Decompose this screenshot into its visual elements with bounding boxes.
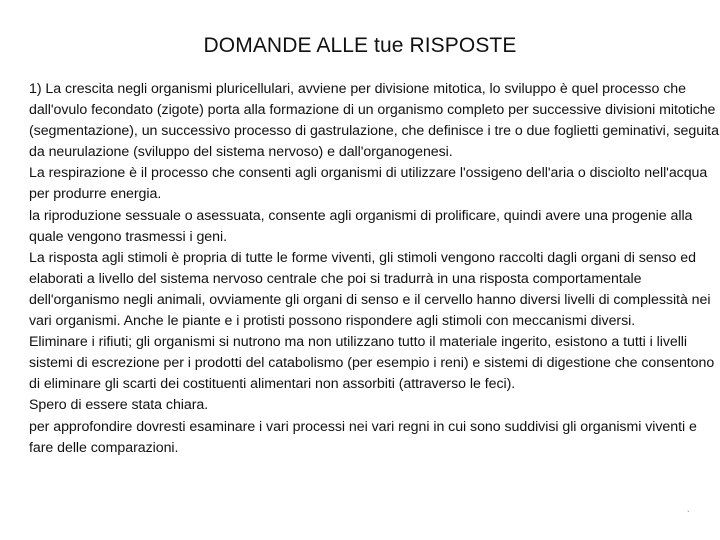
slide-body [29, 79, 719, 459]
paragraph-further-study: per approfondire dovresti esaminare i vari processi nei vari regni in cui sono suddivisi gli organismi viventi e fare delle comparazioni. [29, 418, 697, 456]
paragraph-reproduction: la riproduzione sessuale o asessuata, consente agli organismi di prolificare, quindi avere una progenie alla quale vengono trasmessi i geni. [29, 207, 693, 245]
paragraph-closing: Spero di essere stata chiara. [29, 397, 209, 414]
paragraph-stimuli: La risposta agli stimoli è propria di tutte le forme viventi, gli stimoli vengono raccolti dagli organi di senso ed elaborati a livello del sistema nervoso centrale che poi si tradurrà in una risposta comportamentale dell'organismo negli animali, ovviamente gli organi di senso e il cervello hanno diversi livelli di complessità nei vari organismi. Anche le piante e i protisti possono rispondere agli stimoli con meccanismi diversi. [29, 249, 711, 330]
paragraph-growth: 1) La crescita negli organismi pluricellulari, avviene per divisione mitotica, lo sviluppo è quel processo che dall'ovulo fecondato (zigote) porta alla formazione di un organismo completo per successive divisioni mitotiche (segmentazione), un successivo processo di gastrulazione, che definisce i tre o due foglietti geminativi, seguita da neurulazione (sviluppo del sistema nervoso) e dall'organogenesi. [29, 81, 719, 161]
footer-mark: ` [687, 510, 690, 519]
paragraph-waste: Eliminare i rifiuti; gli organismi si nutrono ma non utilizzano tutto il materiale ingerito, esistono a tutti i livelli sistemi di escrezione per i prodotti del catabolismo (per esempio i reni) e sistemi di digestione che consentono di eliminare gli scarti dei costituenti alimentari non assorbiti (attraverso le feci). [29, 334, 715, 393]
paragraph-respiration: La respirazione è il processo che consenti agli organismi di utilizzare l'ossigeno dell'aria o disciolto nell'acqua per produrre energia. [29, 165, 708, 203]
slide-title: DOMANDE ALLE tue RISPOSTE [203, 34, 517, 57]
